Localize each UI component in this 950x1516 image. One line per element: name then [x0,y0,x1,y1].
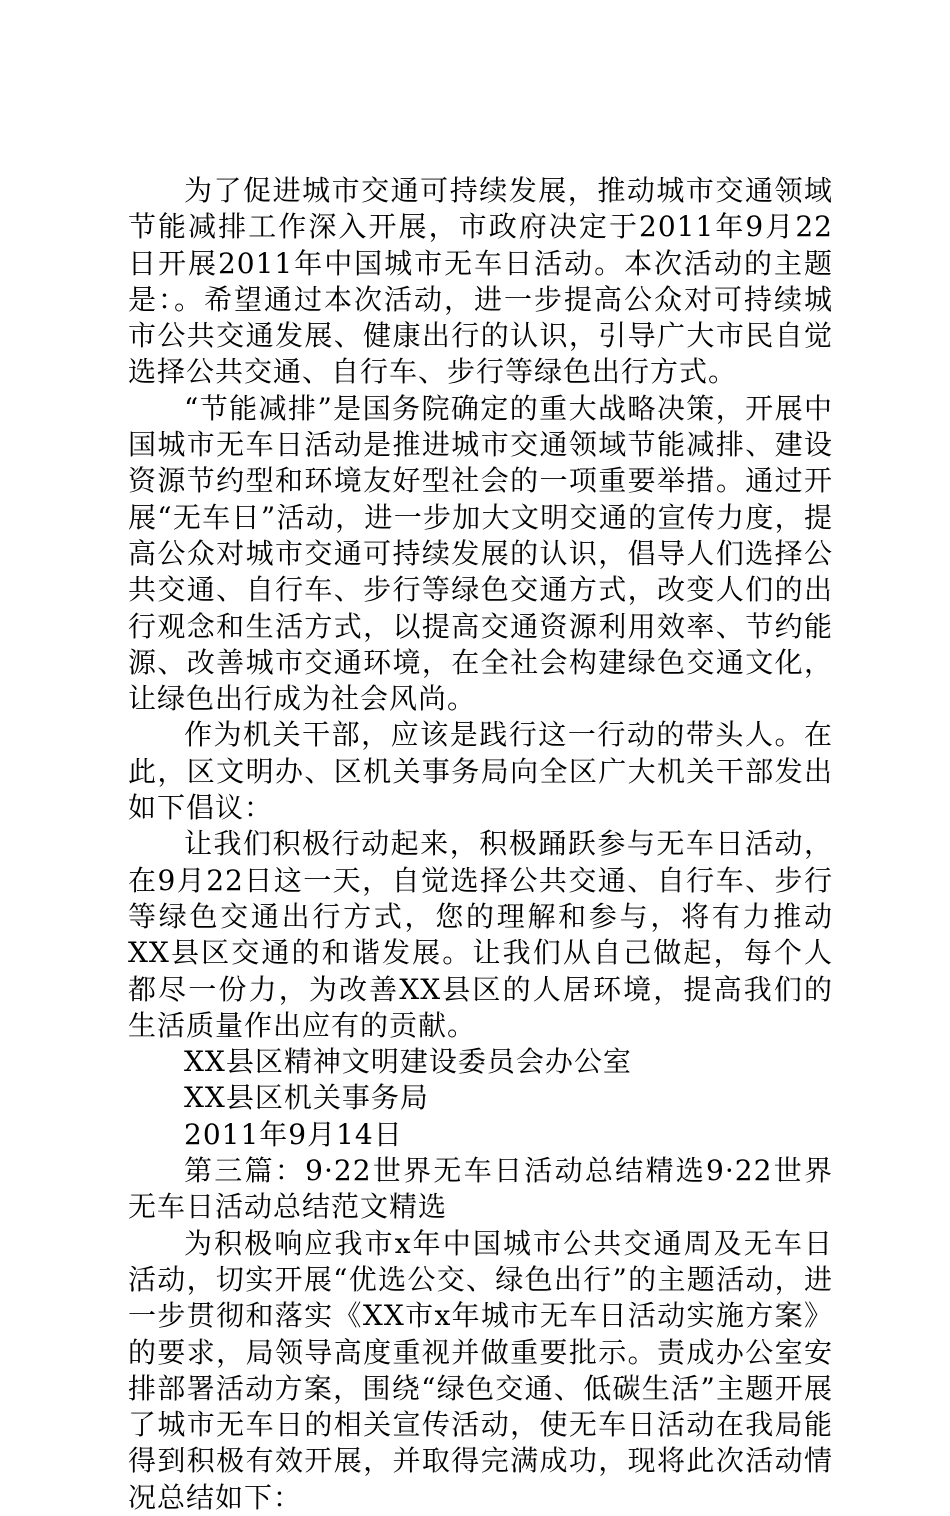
signature-org-civilization-office: XX县区精神文明建设委员会办公室 [184,1045,632,1079]
paragraph-cadres: 作为机关干部，应该是践行这一行动的带头人。在此，区文明办、区机关事务局向全区广大机关干部发出如下倡议： [128,718,833,825]
section-title: 第三篇：9·22世界无车日活动总结精选9·22世界无车日活动总结范文精选 [128,1154,833,1224]
signature-date: 2011年9月14日 [184,1117,403,1151]
paragraph-intro: 为了促进城市交通可持续发展，推动城市交通领域节能减排工作深入开展，市政府决定于2011年9月22日开展2011年中国城市无车日活动。本次活动的主题是：。希望通过本次活动，进一步提高公众对可持续城市公共交通发展、健康出行的认识，引导广大市民自觉选择公共交通、自行车、步行等绿色出行方式。 [128,174,833,389]
paragraph-proposal: 让我们积极行动起来，积极踊跃参与无车日活动，在9月22日这一天，自觉选择公共交通、自行车、步行等绿色交通出行方式，您的理解和参与，将有力推动XX县区交通的和谐发展。让我们从自己做起，每个人都尽一份力，为改善XX县区的人居环境，提高我们的生活质量作出应有的贡献。 [128,827,833,1042]
paragraph-energy-saving: “节能减排”是国务院确定的重大战略决策，开展中国城市无车日活动是推进城市交通领域节能减排、建设资源节约型和环境友好型社会的一项重要举措。通过开展“无车日”活动，进一步加大文明交通的宣传力度，提高公众对城市交通可持续发展的认识，倡导人们选择公共交通、自行车、步行等绿色交通方式，改变人们的出行观念和生活方式，以提高交通资源利用效率、节约能源、改善城市交通环境，在全社会构建绿色交通文化，让绿色出行成为社会风尚。 [128,391,833,716]
document-body [128,173,833,1516]
paragraph-summary: 为积极响应我市x年中国城市公共交通周及无车日活动，切实开展“优选公交、绿色出行”的主题活动，进一步贯彻和落实《XX市x年城市无车日活动实施方案》的要求，局领导高度重视并做重要批示。责成办公室安排部署活动方案，围绕“绿色交通、低碳生活”主题开展了城市无车日的相关宣传活动，使无车日活动在我局能得到积极有效开展，并取得完满成功，现将此次活动情况总结如下： [128,1226,833,1514]
signature-org-affairs-bureau: XX县区机关事务局 [184,1081,429,1115]
